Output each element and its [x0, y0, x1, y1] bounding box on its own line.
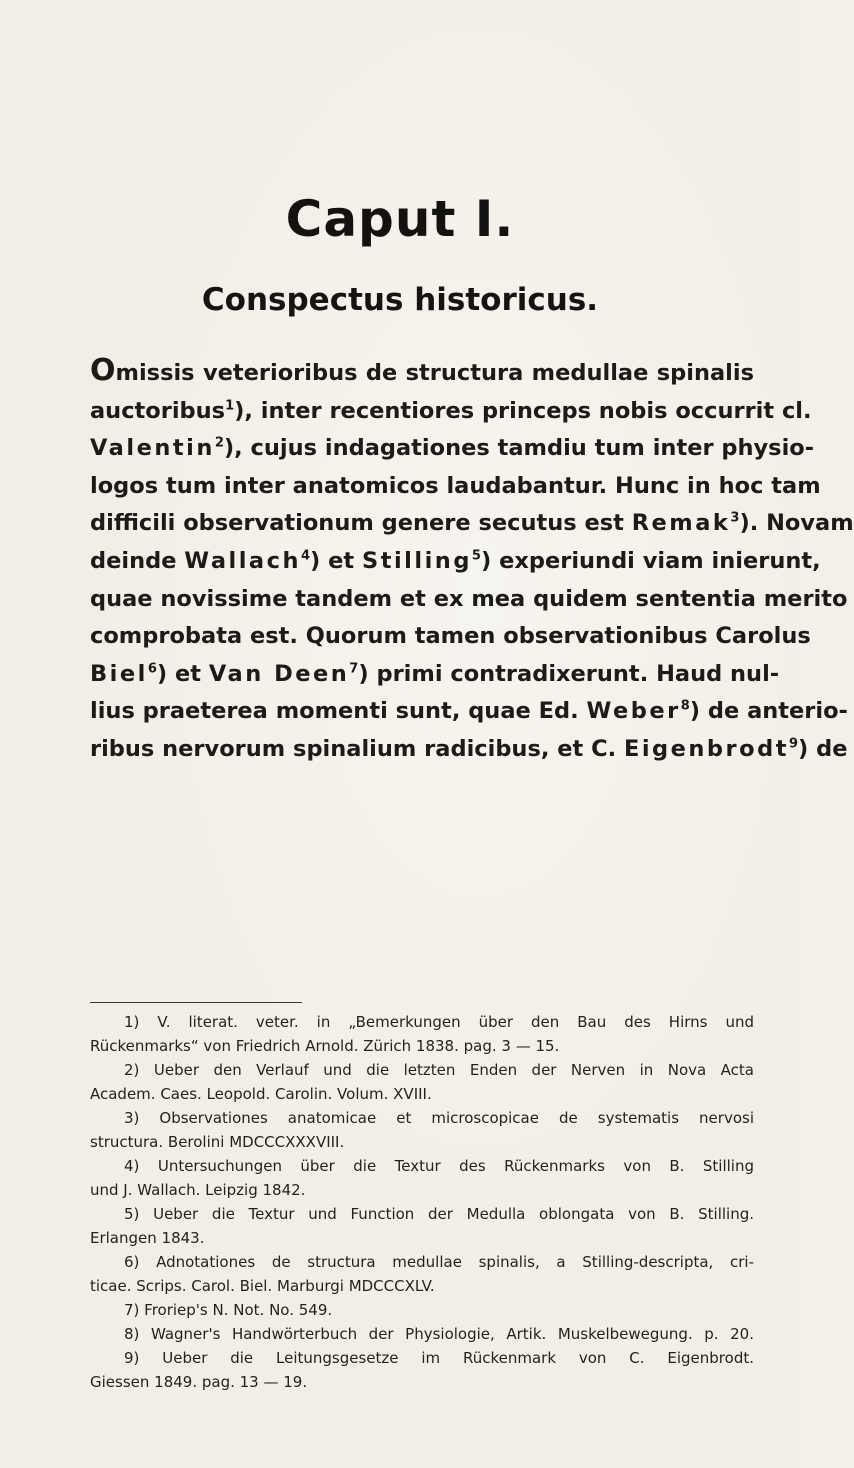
- footnote: 7) Froriep's N. Not. No. 549.: [124, 1301, 333, 1319]
- chapter-title: Caput I.: [285, 190, 515, 248]
- footnote: 2) Ueber den Verlauf und die letzten Enden der Nerven in Nova Acta Academ. Caes. Leopold. Carolin. Volum. XVIII.: [90, 1061, 754, 1103]
- footnote: 5) Ueber die Textur und Function der Medulla oblongata von B. Stilling. Erlangen 1843.: [90, 1205, 754, 1247]
- text-line: quae novissime tandem et ex mea quidem sententia merito: [90, 585, 848, 612]
- footnote-ref: 4: [300, 548, 311, 564]
- author-name: Van Deen: [208, 660, 350, 687]
- text-line: Valentin$^2$), cujus indagationes tamdiu tum inter physio-: [90, 435, 815, 462]
- footnote: 9) Ueber die Leitungsgesetze im Rückenmark von C. Eigenbrodt. Giessen 1849. pag. 13 — 19.: [90, 1349, 754, 1391]
- footnote-ref: 6: [147, 661, 157, 677]
- author-name: Remak: [631, 510, 731, 537]
- footnote-ref: 5: [471, 548, 481, 564]
- author-name: Wallach: [184, 547, 301, 574]
- text-line: logos tum inter anatomicos laudabantur. Hunc in hoc tam: [90, 472, 821, 499]
- footnote-ref: 3: [730, 510, 740, 526]
- footnote-ref: 2: [214, 435, 224, 451]
- footnote: 8) Wagner's Handwörterbuch der Physiologie, Artik. Muskelbewegung. p. 20.: [124, 1325, 754, 1343]
- author-name: Stilling: [361, 547, 472, 574]
- text-line: deinde Wallach$^4$) et Stilling$^5$) experiundi viam inierunt,: [90, 547, 821, 574]
- text-line: comprobata est. Quorum tamen observationibus Carolus: [90, 623, 811, 650]
- author-name: Biel: [90, 660, 148, 687]
- text-line: Biel$^6$) et Van Deen$^7$) primi contradixerunt. Haud nul-: [90, 660, 780, 687]
- section-title: Conspectus historicus.: [201, 282, 599, 318]
- author-name: Eigenbrodt: [623, 735, 789, 762]
- text-line: difficili observationum genere secutus est Remak$^3$). Novam: [90, 510, 854, 537]
- main-text: [90, 352, 854, 769]
- footnote-ref: 1: [225, 398, 235, 414]
- footnote-ref: 7: [349, 661, 359, 677]
- text-line: Omissis veterioribus de structura medullae spinalis: [90, 353, 754, 388]
- footnote-ref: 8: [680, 698, 690, 714]
- text-line: ribus nervorum spinalium radicibus, et C. Eigenbrodt$^9$) de: [90, 735, 848, 762]
- footnote: 4) Untersuchungen über die Textur des Rückenmarks von B. Stilling und J. Wallach. Leipzig 1842.: [90, 1157, 754, 1199]
- footnote: 1) V. literat. veter. in „Bemerkungen über den Bau des Hirns und Rückenmarks“ von Friedrich Arnold. Zürich 1838. pag. 3 — 15.: [90, 1013, 754, 1055]
- footnote: 6) Adnotationes de structura medullae spinalis, a Stilling-descripta, cri- ticae. Scrips. Carol. Biel. Marburgi MDCCCXLV.: [90, 1253, 754, 1295]
- footnotes: [90, 1010, 754, 1394]
- text-line: auctoribus$^1$), inter recentiores princeps nobis occurrit cl.: [90, 397, 812, 424]
- initial-letter: O: [90, 353, 116, 388]
- footnote: 3) Observationes anatomicae et microscopicae de systematis nervosi structura. Berolini MDCCCXXXVIII.: [90, 1109, 754, 1151]
- text-line: lius praeterea momenti sunt, quae Ed. Weber$^8$) de anterio-: [90, 698, 848, 725]
- author-name: Valentin: [90, 435, 215, 462]
- footnote-ref: 9: [788, 736, 799, 752]
- author-name: Weber: [586, 698, 681, 725]
- footnote-separator: [90, 1002, 302, 1003]
